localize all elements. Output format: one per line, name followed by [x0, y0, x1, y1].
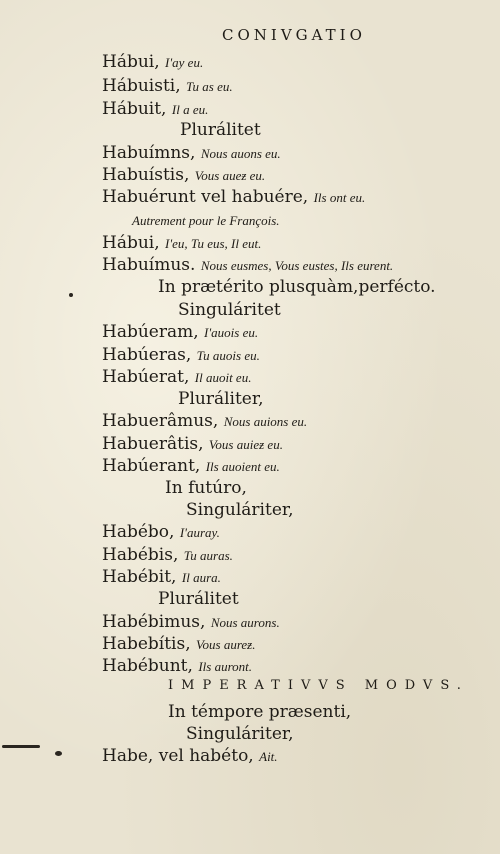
- french-gloss: I'eu, Tu eus, Il eut.: [165, 236, 262, 251]
- imperative-heading: IMPERATIVVS MODVS.: [168, 678, 469, 693]
- french-gloss: Ils auront.: [198, 659, 253, 674]
- line-9: [102, 233, 261, 254]
- section-heading: Singuláriter,: [186, 724, 294, 744]
- section-heading: In prætérito plusquàm,perfécto.: [158, 277, 436, 297]
- line-19: [102, 456, 280, 477]
- line-24: [102, 567, 221, 588]
- line-15: [102, 367, 251, 388]
- section-heading: Pluráliter,: [178, 389, 264, 409]
- latin-text: Habébunt,: [102, 656, 193, 676]
- line-4: [180, 120, 261, 140]
- latin-text: Hábui,: [102, 52, 160, 72]
- section-heading: In témpore præsenti,: [168, 702, 352, 722]
- latin-text: Habébit,: [102, 567, 177, 587]
- latin-text: Habúerat,: [102, 367, 190, 387]
- section-heading: Plurálitet: [158, 589, 239, 609]
- latin-text: Habébimus,: [102, 612, 206, 632]
- line-31: [186, 724, 294, 744]
- line-14: [102, 345, 260, 366]
- latin-text: Hábui,: [102, 233, 160, 253]
- french-gloss: Vous aueƶ eu.: [194, 168, 266, 183]
- line-5: [102, 143, 281, 164]
- line-2: [102, 76, 233, 97]
- french-gloss: Ait.: [259, 749, 278, 764]
- line-8: [132, 210, 280, 231]
- section-heading: In futúro,: [165, 478, 247, 498]
- latin-text: Habebítis,: [102, 634, 191, 654]
- latin-text: Habe, vel habéto,: [102, 746, 254, 766]
- line-30: [168, 702, 351, 722]
- french-gloss: Nous aurons.: [210, 615, 280, 630]
- ink-dot: [55, 751, 62, 756]
- ink-dot: [69, 293, 73, 297]
- latin-text: Habuímns,: [102, 143, 196, 163]
- latin-text: Habuístis,: [102, 165, 190, 185]
- french-gloss: Nous auions eu.: [223, 414, 308, 429]
- french-gloss: Ils ont eu.: [313, 190, 366, 205]
- line-6: [102, 165, 265, 186]
- ink-mark: [2, 745, 40, 748]
- running-head: CONIVGATIO: [222, 26, 366, 44]
- french-gloss: Tu as eu.: [186, 79, 233, 94]
- line-3: [102, 99, 208, 120]
- french-gloss: Il auoit eu.: [194, 370, 252, 385]
- french-gloss: Ils auoient eu.: [205, 459, 280, 474]
- line-23: [102, 545, 233, 566]
- line-16: [178, 389, 264, 409]
- french-heading: Autrement pour le François.: [132, 213, 280, 228]
- line-32: [102, 746, 278, 767]
- french-gloss: Nous auons eu.: [200, 146, 281, 161]
- latin-text: Habúeras,: [102, 345, 192, 365]
- section-heading: Singuláriter,: [186, 500, 294, 520]
- line-27: [102, 634, 256, 655]
- french-gloss: Tu auois eu.: [196, 348, 260, 363]
- section-heading: Plurálitet: [180, 120, 261, 140]
- latin-text: Habuérunt vel habuére,: [102, 187, 309, 207]
- latin-text: Habuímus.: [102, 255, 196, 275]
- line-26: [102, 612, 280, 633]
- line-25: [158, 589, 239, 609]
- line-12: [178, 300, 281, 320]
- french-gloss: Tu auras.: [183, 548, 233, 563]
- latin-text: Hábuisti,: [102, 76, 181, 96]
- line-22: [102, 522, 220, 543]
- french-gloss: Il a eu.: [171, 102, 209, 117]
- french-gloss: Vous aureƶ.: [196, 637, 256, 652]
- latin-text: Habuerâtis,: [102, 434, 204, 454]
- latin-text: Habúerant,: [102, 456, 201, 476]
- line-7: [102, 187, 365, 208]
- french-gloss: Vous auieƶ eu.: [208, 437, 283, 452]
- french-gloss: Nous eusmes, Vous eustes, Ils eurent.: [200, 258, 394, 273]
- line-28: [102, 656, 252, 677]
- latin-text: Habébo,: [102, 522, 175, 542]
- latin-text: Hábuit,: [102, 99, 167, 119]
- line-1: [102, 52, 203, 73]
- latin-text: Habuerâmus,: [102, 411, 219, 431]
- line-18: [102, 434, 283, 455]
- section-heading: Singuláritet: [178, 300, 281, 320]
- french-gloss: Il aura.: [181, 570, 221, 585]
- line-13: [102, 322, 258, 343]
- french-gloss: I'auois eu.: [204, 325, 259, 340]
- line-17: [102, 411, 307, 432]
- latin-text: Habébis,: [102, 545, 179, 565]
- line-20: [165, 478, 247, 498]
- french-gloss: I'auray.: [179, 525, 220, 540]
- french-gloss: I'ay eu.: [165, 55, 204, 70]
- line-11: [158, 277, 436, 297]
- latin-text: Habúeram,: [102, 322, 199, 342]
- line-10: [102, 255, 393, 276]
- line-21: [186, 500, 294, 520]
